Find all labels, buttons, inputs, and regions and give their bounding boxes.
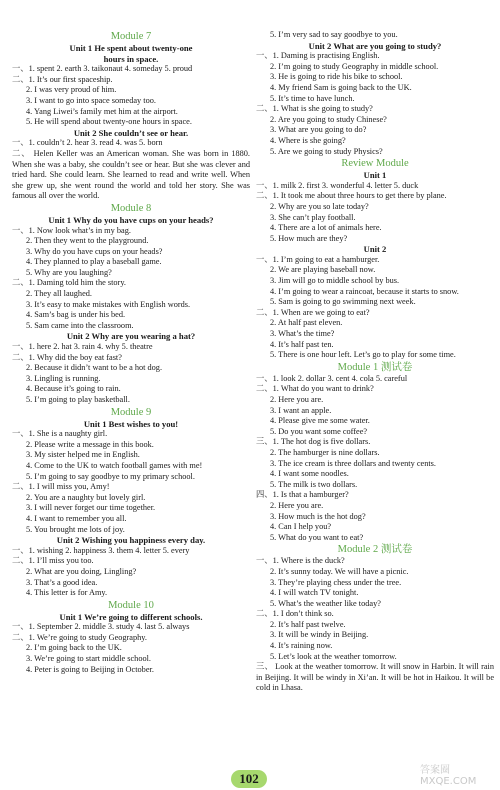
answer-line: 3. My sister helped me in English. (26, 450, 140, 460)
module-heading: Module 2 测试卷 (337, 544, 413, 556)
unit-heading: hours in space. (103, 53, 159, 64)
answer-line: 4. I will watch TV tonight. (270, 588, 359, 598)
answer-line: 2. Here you are. (270, 500, 324, 510)
answer-line: 2. It’s sunny today. We will have a picnic. (270, 566, 409, 576)
answer-line: 5. It’s time to have lunch. (270, 93, 355, 103)
module-heading: Module 9 (110, 406, 152, 418)
unit-heading: Unit 1 (363, 170, 387, 181)
answer-line: 5. I’m going to say goodbye to my primary school. (26, 471, 195, 481)
answer-line: 2. You are a naughty but lovely girl. (26, 492, 146, 502)
watermark: 答案圈 MXQE.COM (420, 765, 477, 787)
answer-line: 5. Let’s look at the weather tomorrow. (270, 651, 397, 661)
answer-line: 2. Then they went to the playground. (26, 236, 149, 246)
answer-line: 三、1. The hot dog is five dollars. (256, 437, 371, 447)
answer-line: 2. We are playing baseball now. (270, 265, 376, 275)
answer-line: 二、1. What is she going to study? (256, 104, 373, 114)
answer-line: 4. Because it’s going to rain. (26, 384, 121, 394)
answer-line: 2. It’s half past twelve. (270, 619, 346, 629)
unit-heading: Unit 2 (363, 244, 387, 255)
answer-line: 3. We’re going to start middle school. (26, 654, 151, 664)
answer-line: 3. Lingling is running. (26, 373, 101, 383)
page-number: 102 (231, 770, 267, 788)
answer-line: 3. That’s a good idea. (26, 577, 98, 587)
answer-line: 3. I want an apple. (270, 405, 332, 415)
answer-line: 3. The ice cream is three dollars and twenty cents. (270, 458, 436, 468)
answer-line: 5. He will spend about twenty-one hours in space. (26, 117, 192, 127)
module-heading: Review Module (341, 158, 409, 170)
answer-line: 2. I’m going back to the UK. (26, 643, 122, 653)
answer-line: 一、1. here 2. hat 3. rain 4. why 5. theatre (12, 342, 153, 352)
answer-line: 4. Where is she going? (270, 135, 346, 145)
answer-line: 4. This letter is for Amy. (26, 588, 108, 598)
answer-line: 4. Can I help you? (270, 522, 332, 532)
answer-line: 5. Why are you laughing? (26, 267, 112, 277)
answer-line: 4. I’m going to wear a raincoat, because it starts to snow. (270, 286, 459, 296)
unit-heading: Unit 1 Best wishes to you! (83, 418, 179, 429)
answer-line: 4. I want to remember you all. (26, 513, 127, 523)
answer-line: 5. I’m going to play basketball. (26, 395, 130, 404)
unit-heading: Unit 1 We’re going to different schools. (59, 611, 203, 622)
answer-paragraph: 二、 Helen Keller was an American woman. She was born in 1880. When she was a baby, she couldn’t see or hear. But she was clever and tried hard. She could learn. She learned to read and write well. When she grew up, she went round the world and told her story. She was famous all over the world. (12, 148, 250, 201)
module-heading: Module 8 (110, 202, 152, 214)
answer-line: 二、1. Why did the boy eat fast? (12, 352, 122, 362)
answer-line: 一、1. She is a naughty girl. (12, 429, 108, 439)
answer-line: 5. How much are they? (270, 233, 348, 243)
answer-line: 二、1. What do you want to drink? (256, 384, 374, 394)
answer-line: 4. My friend Sam is going back to the UK. (270, 82, 412, 92)
answer-line: 3. It will be windy in Beijing. (270, 630, 369, 640)
unit-heading: Unit 1 He spent about twenty-one (69, 43, 193, 53)
answer-line: 4. Yang Liwei’s family met him at the airport. (26, 106, 178, 116)
answer-line: 4. Sam’s bag is under his bed. (26, 310, 126, 320)
answer-line: 2. Because it didn’t want to be a hot dog. (26, 363, 163, 373)
answer-line: 一、1. Daming is practising English. (256, 51, 380, 61)
answer-line: 5. Sam is going to go swimming next week. (270, 297, 416, 307)
answer-line: 5. Sam came into the classroom. (26, 320, 134, 330)
answer-line: 3. Why do you have cups on your heads? (26, 246, 163, 256)
unit-heading: Unit 2 She couldn’t see or hear. (73, 127, 189, 138)
answer-line: 一、1. wishing 2. happiness 3. them 4. letter 5. every (12, 545, 190, 555)
answer-line: 4. Come to the UK to watch football games with me! (26, 460, 203, 470)
answer-line: 二、1. It’s our first spaceship. (12, 74, 113, 84)
answer-line: 一、1. couldn’t 2. hear 3. read 4. was 5. born (12, 138, 163, 148)
answer-line: 3. He is going to ride his bike to school. (270, 72, 403, 82)
answer-line: 4. I want some noodles. (270, 469, 349, 479)
answer-line: 3. What’s the time? (270, 329, 335, 339)
answer-line: 3. I will never forget our time together. (26, 503, 156, 513)
right-column (256, 30, 494, 694)
answer-line: 3. She can’t play football. (270, 212, 356, 222)
answer-line: 4. They planned to play a baseball game. (26, 257, 162, 267)
answer-line: 2. Are you going to study Chinese? (270, 114, 387, 124)
answer-paragraph: 三、 Look at the weather tomorrow. It will snow in Harbin. It will rain in Beijing. It will be windy in Xi’an. It will be hot in Haikou. It will be cold in Lhasa. (256, 662, 494, 693)
answer-line: 2. At half past eleven. (270, 318, 343, 328)
answer-line: 一、1. spent 2. earth 3. taikonaut 4. someday 5. proud (12, 64, 193, 74)
answer-line: 4. Peter is going to Beijing in October. (26, 664, 154, 674)
answer-line: 3. I want to go into space someday too. (26, 95, 156, 105)
answer-line: 一、1. look 2. dollar 3. cent 4. cola 5. careful (256, 373, 408, 383)
answer-line: 3. It’s easy to make mistakes with English words. (26, 299, 191, 309)
answer-line: 二、1. When are we going to eat? (256, 307, 370, 317)
answer-line: 二、1. I don’t think so. (256, 609, 334, 619)
answer-line: 5. Are we going to study Physics? (270, 146, 383, 156)
answer-line: 一、1. Where is the duck? (256, 556, 345, 566)
answer-line: 4. It’s raining now. (270, 641, 333, 651)
answer-line: 2. I’m going to study Geography in middle school. (270, 61, 439, 71)
answer-line: 2. Here you are. (270, 395, 324, 404)
answer-line: 一、1. milk 2. first 3. wonderful 4. letter 5. duck (256, 180, 419, 190)
module-heading: Module 7 (110, 31, 152, 42)
answer-line: 3. They’re playing chess under the tree. (270, 577, 402, 587)
answer-line: 二、1. I will miss you, Amy! (12, 482, 110, 492)
answer-line: 3. Jim will go to middle school by bus. (270, 276, 400, 286)
answer-line: 二、1. It took me about three hours to get there by plane. (256, 191, 447, 201)
answer-line: 5. The milk is two dollars. (270, 479, 358, 489)
unit-heading: Unit 2 Wishing you happiness every day. (56, 535, 206, 546)
answer-line: 3. How much is the hot dog? (270, 511, 366, 521)
answer-line: 一、1. I’m going to eat a hamburger. (256, 254, 380, 264)
unit-heading: Unit 2 What are you going to study? (308, 40, 442, 51)
module-heading: Module 10 (108, 599, 154, 611)
answer-line: 四、1. Is that a hamburger? (256, 490, 349, 500)
answer-line: 4. There are a lot of animals here. (270, 223, 382, 233)
answer-line: 二、1. Daming told him the story. (12, 278, 126, 288)
answer-line: 5. I’m very sad to say goodbye to you. (270, 30, 398, 39)
answer-line: 5. There is one hour left. Let’s go to play for some time. (270, 350, 456, 360)
unit-heading: Unit 1 Why do you have cups on your heads? (48, 214, 214, 225)
answer-line: 4. Please give me some water. (270, 416, 370, 426)
answer-line: 5. Do you want some coffee? (270, 426, 368, 436)
left-column (12, 30, 250, 675)
answer-line: 2. The hamburger is nine dollars. (270, 447, 380, 457)
module-heading: Module 1 测试卷 (337, 361, 413, 373)
answer-line: 2. They all laughed. (26, 289, 92, 299)
answer-line: 2. Why are you so late today? (270, 201, 369, 211)
unit-heading: Unit 2 Why are you wearing a hat? (66, 331, 196, 342)
answer-line: 5. You brought me lots of joy. (26, 524, 125, 534)
answer-line: 一、1. Now look what’s in my bag. (12, 225, 131, 235)
answer-line: 2. What are you doing, Lingling? (26, 566, 137, 576)
answer-line: 二、1. I’ll miss you too. (12, 556, 94, 566)
answer-line: 一、1. September 2. middle 3. study 4. last 5. always (12, 622, 190, 632)
answer-line: 3. What are you going to do? (270, 125, 367, 135)
answer-line: 5. What do you want to eat? (270, 532, 364, 542)
answer-line: 2. I was very proud of him. (26, 85, 117, 95)
answer-line: 4. It’s half past ten. (270, 339, 334, 349)
answer-line: 2. Please write a message in this book. (26, 439, 154, 449)
answer-line: 5. What’s the weather like today? (270, 598, 381, 608)
answer-line: 二、1. We’re going to study Geography. (12, 632, 147, 642)
